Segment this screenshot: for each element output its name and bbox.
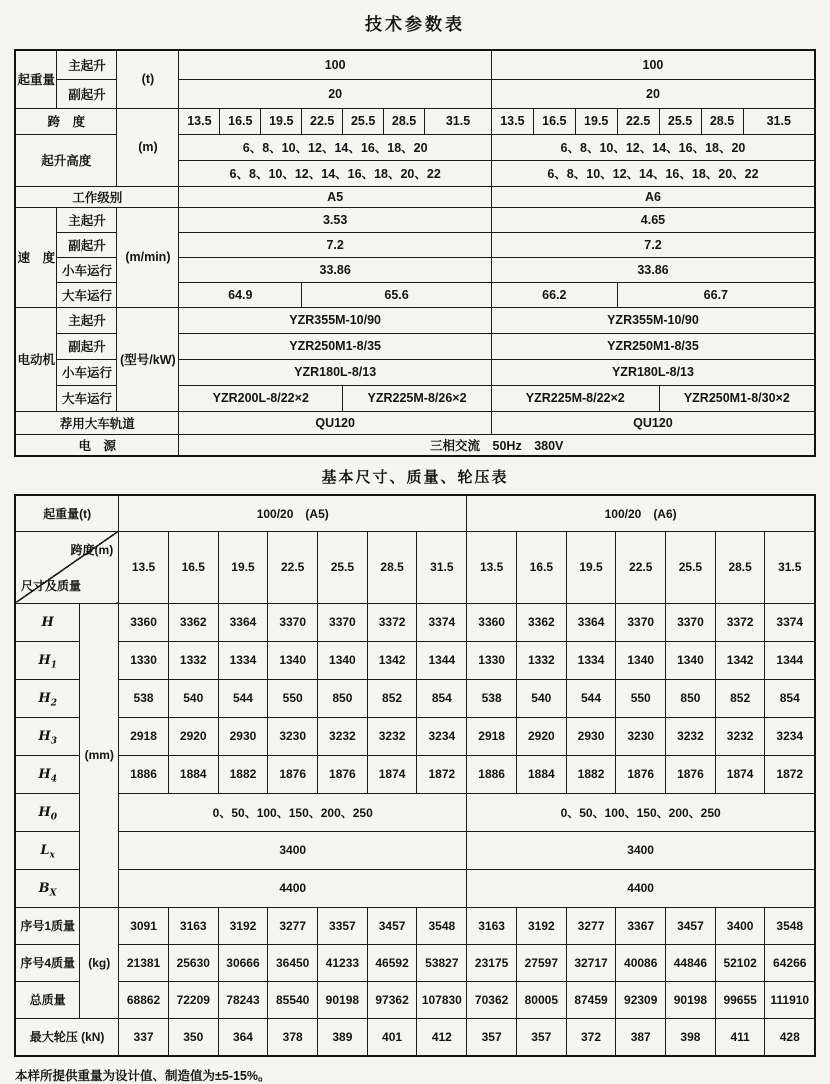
t2-cell-r10-c5: 3277 — [268, 907, 318, 944]
t2-cell-r12-c5: 90198 — [318, 981, 368, 1018]
t2-cell-r2-c13: 3370 — [666, 603, 716, 641]
t2-cell-r1-c12: 25.5 — [666, 531, 716, 603]
label-total-mass: 总质量 — [15, 981, 80, 1018]
Lx-a6: 3400 — [467, 831, 815, 869]
t2-cell-r1-c13: 28.5 — [715, 531, 765, 603]
t2-cell-r10-c11: 3277 — [566, 907, 616, 944]
label-rail: 荐用大车轨道 — [15, 411, 179, 434]
t2-cell-r1-c9: 16.5 — [516, 531, 566, 603]
t2-row-8 — [15, 831, 815, 869]
t2-cell-r4-c3: 544 — [218, 679, 268, 717]
main-capacity-a5: 100 — [179, 50, 492, 79]
t2-cell-r12-c4: 85540 — [268, 981, 318, 1018]
power-supply: 三相交流 50Hz 380V — [179, 434, 815, 456]
t2-cell-r3-c4: 1340 — [268, 641, 318, 679]
label-lifting-capacity: 起重量 — [15, 50, 57, 108]
t2-cell-r4-c7: 854 — [417, 679, 467, 717]
t1-cell-r2-c14: 28.5 — [701, 108, 743, 134]
speed-aux-a6: 7.2 — [491, 232, 815, 257]
label-crane-travel: 大车运行 — [57, 282, 117, 307]
t2-cell-r3-c8: 1330 — [467, 641, 517, 679]
t2-cell-r10-c4: 3192 — [218, 907, 268, 944]
t2-cell-r11-c13: 52102 — [715, 944, 765, 981]
t2-cell-r2-c7: 3372 — [367, 603, 417, 641]
t2-cell-r1-c7: 31.5 — [417, 531, 467, 603]
t2-cell-r2-c11: 3364 — [566, 603, 616, 641]
t2-cell-r6-c4: 1876 — [268, 755, 318, 793]
label-H2: $H_2$ — [15, 679, 80, 717]
label-H: H — [15, 603, 80, 641]
t2-cell-r11-c1: 21381 — [119, 944, 169, 981]
t2-cell-r12-c6: 97362 — [367, 981, 417, 1018]
t1-row-14 — [15, 411, 815, 434]
dimensions-mass-wheel-load-table — [14, 494, 816, 1057]
t2-cell-r10-c14: 3400 — [715, 907, 765, 944]
t2-cell-r11-c11: 40086 — [616, 944, 666, 981]
label-motor: 电动机 — [15, 307, 57, 411]
t2-cell-r4-c11: 550 — [616, 679, 666, 717]
t2-cell-r5-c7: 3234 — [417, 717, 467, 755]
t2-cell-r12-c12: 90198 — [666, 981, 716, 1018]
motor-trolley-a5: YZR180L-8/13 — [179, 359, 492, 385]
t2-cell-r2-c3: 3362 — [168, 603, 218, 641]
t2-cell-r1-c2: 16.5 — [168, 531, 218, 603]
t2-row-3 — [15, 641, 815, 679]
t1-cell-r2-c13: 25.5 — [659, 108, 701, 134]
t2-cell-r10-c9: 3163 — [467, 907, 517, 944]
t2-cell-r4-c9: 540 — [516, 679, 566, 717]
speed-trolley-a6: 33.86 — [491, 257, 815, 282]
speed-crane-a5-2: 65.6 — [302, 282, 492, 307]
t2-cell-r2-c5: 3370 — [268, 603, 318, 641]
label-main-hoist: 主起升 — [57, 207, 117, 232]
t2-cell-r6-c10: 1882 — [566, 755, 616, 793]
t2-cell-r10-c13: 3457 — [666, 907, 716, 944]
t2-cell-r1-c3: 19.5 — [218, 531, 268, 603]
label-main-hoist: 主起升 — [57, 307, 117, 333]
t2-cell-r2-c12: 3370 — [616, 603, 666, 641]
t2-cell-r11-c4: 36450 — [268, 944, 318, 981]
label-duty-class: 工作级别 — [15, 186, 179, 207]
Bx-a6: 4400 — [467, 869, 815, 907]
speed-aux-a5: 7.2 — [179, 232, 492, 257]
t2-cell-r6-c14: 1872 — [765, 755, 815, 793]
t2-cell-r4-c2: 540 — [168, 679, 218, 717]
t1-cell-r2-c6: 25.5 — [343, 108, 384, 134]
t1-cell-r2-c2: 13.5 — [179, 108, 220, 134]
t2-cell-r3-c6: 1342 — [367, 641, 417, 679]
main-capacity-a6: 100 — [491, 50, 815, 79]
label-span: 跨 度 — [15, 108, 117, 134]
t2-cell-r12-c7: 107830 — [417, 981, 467, 1018]
t2-row-6 — [15, 755, 815, 793]
t2-cell-r6-c6: 1874 — [367, 755, 417, 793]
t2-cell-r4-c1: 538 — [119, 679, 169, 717]
aux-capacity-a6: 20 — [491, 79, 815, 108]
t2-cell-r13-c5: 389 — [318, 1018, 368, 1056]
t2-cell-r3-c14: 1344 — [765, 641, 815, 679]
label-speed: 速 度 — [15, 207, 57, 307]
capacity-a6: 100/20 (A6) — [467, 495, 815, 531]
t2-cell-r6-c3: 1882 — [218, 755, 268, 793]
t2-cell-r1-c10: 19.5 — [566, 531, 616, 603]
t1-cell-r2-c8: 31.5 — [425, 108, 492, 134]
motor-aux-a5: YZR250M1-8/35 — [179, 333, 492, 359]
unit-m: (m) — [117, 108, 179, 186]
t2-cell-r5-c4: 3230 — [268, 717, 318, 755]
unit-mm: (mm) — [80, 603, 119, 907]
t2-cell-r12-c13: 99655 — [715, 981, 765, 1018]
lifting-height-main-a5: 6、8、10、12、14、16、18、20 — [179, 134, 492, 160]
t2-cell-r3-c11: 1340 — [616, 641, 666, 679]
t2-cell-r6-c8: 1886 — [467, 755, 517, 793]
t2-cell-r5-c5: 3232 — [318, 717, 368, 755]
page-title-dimensions-mass-wheel-load: 基本尺寸、质量、轮压表 — [321, 469, 509, 486]
unit-model-kw: (型号/kW) — [117, 307, 179, 411]
t2-cell-r5-c12: 3232 — [666, 717, 716, 755]
t2-cell-r5-c3: 2930 — [218, 717, 268, 755]
t2-cell-r13-c6: 401 — [367, 1018, 417, 1056]
H0-a6: 0、50、100、150、200、250 — [467, 793, 815, 831]
t2-cell-r4-c10: 544 — [566, 679, 616, 717]
unit-t: (t) — [117, 50, 179, 108]
t2-cell-r3-c7: 1344 — [417, 641, 467, 679]
t2-cell-r6-c12: 1876 — [666, 755, 716, 793]
t2-cell-r13-c11: 387 — [616, 1018, 666, 1056]
t2-cell-r3-c9: 1332 — [516, 641, 566, 679]
label-Bx: $B_X$ — [15, 869, 80, 907]
t2-cell-r10-c10: 3192 — [516, 907, 566, 944]
t2-cell-r3-c3: 1334 — [218, 641, 268, 679]
t1-cell-r2-c9: 13.5 — [491, 108, 533, 134]
t2-cell-r3-c12: 1340 — [666, 641, 716, 679]
label-trolley-travel: 小车运行 — [57, 359, 117, 385]
t2-row-13 — [15, 1018, 815, 1056]
motor-crane-a5-2: YZR225M-8/26×2 — [343, 385, 492, 411]
t2-row-0 — [15, 495, 815, 531]
t2-cell-r5-c9: 2920 — [516, 717, 566, 755]
motor-crane-a6-1: YZR225M-8/22×2 — [491, 385, 659, 411]
speed-main-a6: 4.65 — [491, 207, 815, 232]
t2-cell-r11-c6: 46592 — [367, 944, 417, 981]
corner-header — [15, 531, 119, 603]
t2-cell-r1-c4: 22.5 — [268, 531, 318, 603]
t2-cell-r4-c14: 854 — [765, 679, 815, 717]
t2-cell-r3-c13: 1342 — [715, 641, 765, 679]
t2-cell-r12-c2: 72209 — [168, 981, 218, 1018]
speed-trolley-a5: 33.86 — [179, 257, 492, 282]
label-capacity: 起重量(t) — [15, 495, 119, 531]
t2-cell-r5-c13: 3232 — [715, 717, 765, 755]
t2-cell-r13-c8: 357 — [467, 1018, 517, 1056]
t2-cell-r5-c8: 2918 — [467, 717, 517, 755]
t2-row-9 — [15, 869, 815, 907]
page-title-technical-parameters: 技术参数表 — [365, 15, 465, 34]
t2-cell-r13-c9: 357 — [516, 1018, 566, 1056]
t1-cell-r2-c15: 31.5 — [743, 108, 815, 134]
t2-grid — [14, 494, 816, 1057]
technical-parameters-table — [14, 49, 816, 457]
duty-class-a6: A6 — [491, 186, 815, 207]
t2-row-10 — [15, 907, 815, 944]
label-mass-item4: 序号4质量 — [15, 944, 80, 981]
t1-row-6 — [15, 207, 815, 232]
label-H4: $H_4$ — [15, 755, 80, 793]
t1-cell-r2-c12: 22.5 — [617, 108, 659, 134]
t2-cell-r2-c10: 3362 — [516, 603, 566, 641]
t1-row-15 — [15, 434, 815, 456]
t1-cell-r2-c11: 19.5 — [575, 108, 617, 134]
t2-cell-r12-c1: 68862 — [119, 981, 169, 1018]
t2-cell-r1-c5: 25.5 — [318, 531, 368, 603]
t2-cell-r6-c7: 1872 — [417, 755, 467, 793]
t2-cell-r1-c1: 13.5 — [119, 531, 169, 603]
t2-cell-r11-c10: 32717 — [566, 944, 616, 981]
motor-crane-a6-2: YZR250M1-8/30×2 — [659, 385, 815, 411]
t2-cell-r13-c12: 398 — [666, 1018, 716, 1056]
t2-cell-r10-c12: 3367 — [616, 907, 666, 944]
t2-cell-r13-c14: 428 — [765, 1018, 815, 1056]
t2-cell-r5-c14: 3234 — [765, 717, 815, 755]
t2-cell-r2-c6: 3370 — [318, 603, 368, 641]
lifting-height-aux-a6: 6、8、10、12、14、16、18、20、22 — [491, 160, 815, 186]
t2-cell-r5-c1: 2918 — [119, 717, 169, 755]
Bx-a5: 4400 — [119, 869, 467, 907]
speed-crane-a6-1: 66.2 — [491, 282, 617, 307]
lifting-height-aux-a5: 6、8、10、12、14、16、18、20、22 — [179, 160, 492, 186]
unit-m-min: (m/min) — [117, 207, 179, 307]
t2-cell-r4-c5: 850 — [318, 679, 368, 717]
t2-cell-r10-c15: 3548 — [765, 907, 815, 944]
label-max-wheel-load: 最大轮压 (kN) — [15, 1018, 119, 1056]
t2-cell-r10-c3: 3163 — [168, 907, 218, 944]
speed-crane-a5-1: 64.9 — [179, 282, 302, 307]
t2-cell-r11-c12: 44846 — [666, 944, 716, 981]
speed-crane-a6-2: 66.7 — [617, 282, 815, 307]
t2-cell-r12-c14: 111910 — [765, 981, 815, 1018]
t2-cell-r3-c10: 1334 — [566, 641, 616, 679]
label-aux-hoist: 副起升 — [57, 232, 117, 257]
duty-class-a5: A5 — [179, 186, 492, 207]
label-H1: $H_1$ — [15, 641, 80, 679]
t2-cell-r1-c6: 28.5 — [367, 531, 417, 603]
capacity-a5: 100/20 (A5) — [119, 495, 467, 531]
label-crane-travel: 大车运行 — [57, 385, 117, 411]
t1-cell-r2-c5: 22.5 — [302, 108, 343, 134]
t1-cell-r2-c7: 28.5 — [384, 108, 425, 134]
t2-cell-r11-c9: 27597 — [516, 944, 566, 981]
rail-a6: QU120 — [491, 411, 815, 434]
label-lifting-height: 起升高度 — [15, 134, 117, 186]
t2-row-12 — [15, 981, 815, 1018]
speed-main-a5: 3.53 — [179, 207, 492, 232]
diag-row-axis-label: 尺寸及质量 — [21, 578, 82, 593]
motor-main-a5: YZR355M-10/90 — [179, 307, 492, 333]
motor-trolley-a6: YZR180L-8/13 — [491, 359, 815, 385]
t2-cell-r12-c8: 70362 — [467, 981, 517, 1018]
rail-a5: QU120 — [179, 411, 492, 434]
t2-cell-r2-c15: 3374 — [765, 603, 815, 641]
t2-cell-r11-c5: 41233 — [318, 944, 368, 981]
t2-cell-r13-c13: 411 — [715, 1018, 765, 1056]
label-trolley-travel: 小车运行 — [57, 257, 117, 282]
label-mass-item1: 序号1质量 — [15, 907, 80, 944]
t2-cell-r6-c11: 1876 — [616, 755, 666, 793]
t2-cell-r13-c4: 378 — [268, 1018, 318, 1056]
H0-a5: 0、50、100、150、200、250 — [119, 793, 467, 831]
t2-cell-r13-c3: 364 — [218, 1018, 268, 1056]
t2-cell-r13-c10: 372 — [566, 1018, 616, 1056]
t2-cell-r5-c6: 3232 — [367, 717, 417, 755]
t2-row-5 — [15, 717, 815, 755]
t2-cell-r10-c2: 3091 — [119, 907, 169, 944]
t2-cell-r12-c3: 78243 — [218, 981, 268, 1018]
t2-row-11 — [15, 944, 815, 981]
unit-kg: (kg) — [80, 907, 119, 1018]
Lx-a5: 3400 — [119, 831, 467, 869]
t2-cell-r2-c2: 3360 — [119, 603, 169, 641]
aux-capacity-a5: 20 — [179, 79, 492, 108]
t2-cell-r4-c12: 850 — [666, 679, 716, 717]
t2-cell-r2-c14: 3372 — [715, 603, 765, 641]
t2-cell-r13-c1: 337 — [119, 1018, 169, 1056]
t2-cell-r6-c2: 1884 — [168, 755, 218, 793]
label-aux-hoist: 副起升 — [57, 333, 117, 359]
t2-cell-r1-c8: 13.5 — [467, 531, 517, 603]
t1-row-0 — [15, 50, 815, 79]
t2-cell-r4-c6: 852 — [367, 679, 417, 717]
motor-crane-a5-1: YZR200L-8/22×2 — [179, 385, 343, 411]
t2-cell-r11-c14: 64266 — [765, 944, 815, 981]
label-aux-hoist: 副起升 — [57, 79, 117, 108]
t2-cell-r3-c5: 1340 — [318, 641, 368, 679]
t2-row-1 — [15, 531, 815, 603]
footnote: 本样所提供重量为设计值、制造值为±5-15%。 — [15, 1069, 271, 1083]
t1-row-5 — [15, 186, 815, 207]
t2-cell-r2-c8: 3374 — [417, 603, 467, 641]
t2-cell-r2-c4: 3364 — [218, 603, 268, 641]
t2-cell-r12-c10: 87459 — [566, 981, 616, 1018]
label-power: 电 源 — [15, 434, 179, 456]
t2-cell-r6-c5: 1876 — [318, 755, 368, 793]
motor-aux-a6: YZR250M1-8/35 — [491, 333, 815, 359]
t2-cell-r6-c1: 1886 — [119, 755, 169, 793]
lifting-height-main-a6: 6、8、10、12、14、16、18、20 — [491, 134, 815, 160]
t2-row-2 — [15, 603, 815, 641]
t1-cell-r2-c3: 16.5 — [220, 108, 261, 134]
t2-cell-r12-c9: 80005 — [516, 981, 566, 1018]
t2-cell-r6-c13: 1874 — [715, 755, 765, 793]
t2-cell-r10-c7: 3457 — [367, 907, 417, 944]
t2-row-4 — [15, 679, 815, 717]
t2-cell-r4-c13: 852 — [715, 679, 765, 717]
t2-cell-r1-c11: 22.5 — [616, 531, 666, 603]
label-Lx: $L_x$ — [15, 831, 80, 869]
label-H3: $H_3$ — [15, 717, 80, 755]
motor-main-a6: YZR355M-10/90 — [491, 307, 815, 333]
label-main-hoist: 主起升 — [57, 50, 117, 79]
t2-cell-r11-c2: 25630 — [168, 944, 218, 981]
t2-cell-r13-c7: 412 — [417, 1018, 467, 1056]
t2-cell-r12-c11: 92309 — [616, 981, 666, 1018]
t1-cell-r2-c10: 16.5 — [533, 108, 575, 134]
t2-cell-r5-c10: 2930 — [566, 717, 616, 755]
t2-cell-r4-c8: 538 — [467, 679, 517, 717]
t2-cell-r2-c9: 3360 — [467, 603, 517, 641]
t1-grid — [14, 49, 816, 457]
t2-cell-r4-c4: 550 — [268, 679, 318, 717]
t2-cell-r10-c6: 3357 — [318, 907, 368, 944]
t1-row-2 — [15, 108, 815, 134]
t2-cell-r11-c7: 53827 — [417, 944, 467, 981]
t1-cell-r2-c4: 19.5 — [261, 108, 302, 134]
t2-cell-r11-c3: 30666 — [218, 944, 268, 981]
diag-column-axis-label: 跨度(m) — [70, 542, 114, 557]
t2-cell-r3-c1: 1330 — [119, 641, 169, 679]
t2-cell-r11-c8: 23175 — [467, 944, 517, 981]
t1-row-10 — [15, 307, 815, 333]
t2-row-7 — [15, 793, 815, 831]
t2-cell-r5-c2: 2920 — [168, 717, 218, 755]
t2-cell-r10-c8: 3548 — [417, 907, 467, 944]
t2-cell-r3-c2: 1332 — [168, 641, 218, 679]
t2-cell-r13-c2: 350 — [168, 1018, 218, 1056]
t2-cell-r1-c14: 31.5 — [765, 531, 815, 603]
t2-cell-r5-c11: 3230 — [616, 717, 666, 755]
label-H0: $H_0$ — [15, 793, 80, 831]
t2-cell-r6-c9: 1884 — [516, 755, 566, 793]
